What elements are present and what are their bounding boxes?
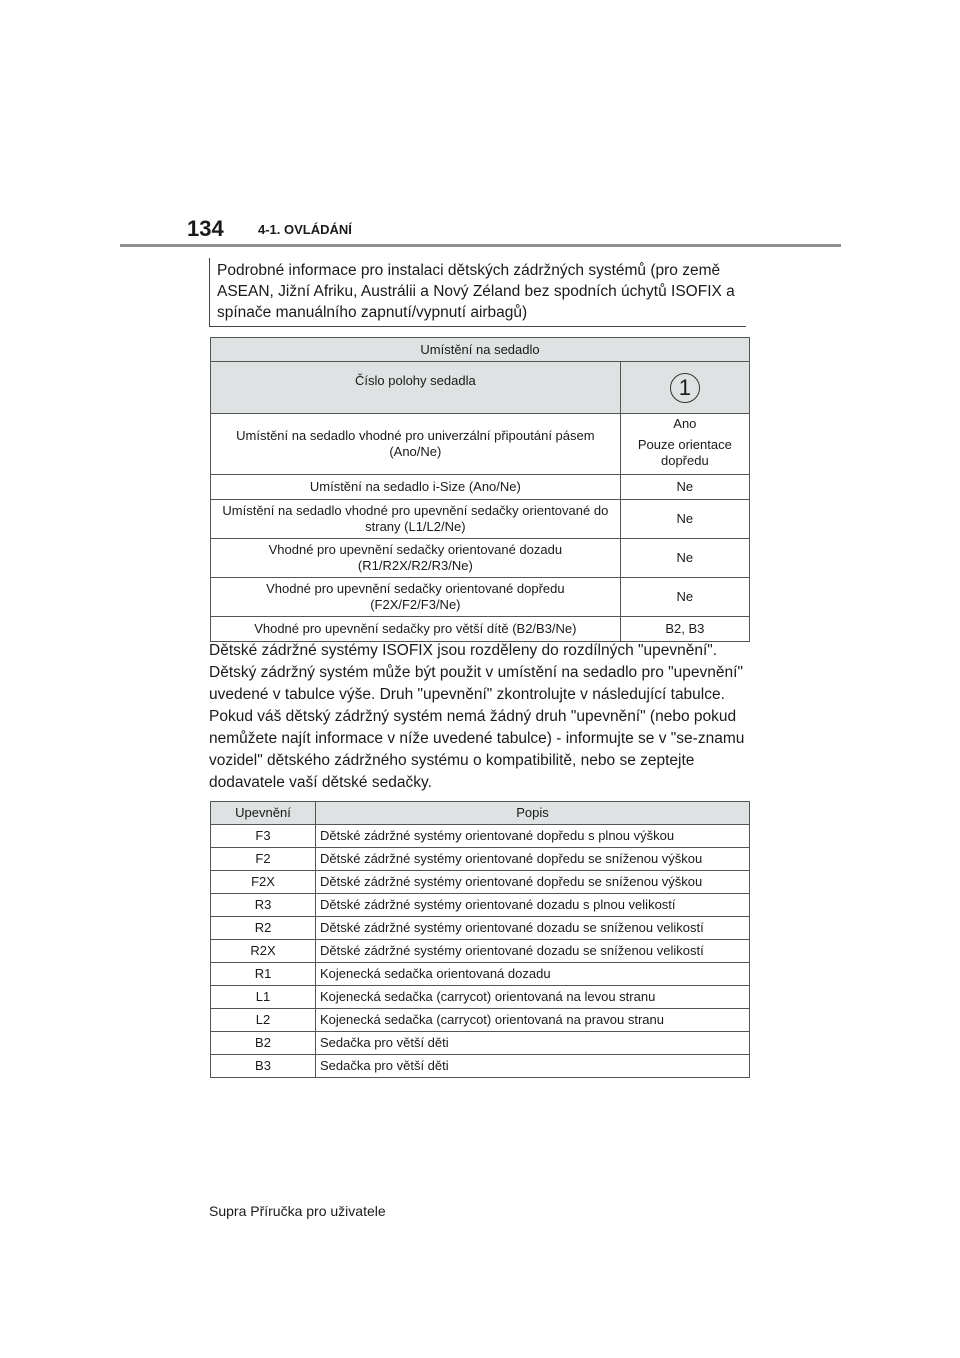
fixture-desc: Dětské zádržné systémy orientované dozadu s plnou velikostí bbox=[316, 894, 750, 917]
seat-row-label: Vhodné pro upevnění sedačky orientované dozadu (R1/R2X/R2/R3/Ne) bbox=[211, 539, 621, 578]
fixture-desc: Dětské zádržné systémy orientované dopředu se sníženou výškou bbox=[316, 871, 750, 894]
fixture-table bbox=[210, 801, 750, 1078]
universal-value-1: Ano bbox=[673, 416, 697, 431]
seat-row-label: Vhodné pro upevnění sedačky orientované dopředu (F2X/F2/F3/Ne) bbox=[211, 578, 621, 617]
fixture-desc: Dětské zádržné systémy orientované dopředu s plnou výškou bbox=[316, 825, 750, 848]
body-text: Dětské zádržné systémy ISOFIX jsou rozděleny do rozdílných "upevnění". Dětský zádržný systém může být použit v umístění na sedadlo pro "upevnění" uvedené v tabulce výše. Druh "upevnění" zkontrolujte v následující tabulce. Pokud váš dětský zádržný systém nemá žádný druh "upevnění" (nebo pokud nemůžete najít informace v níže uvedené tabulce) - informujte se v "se-znamu vozidel" dětského zádržného systému o kompatibilitě, nebo se zeptejte dodavatele vaší dětské sedačky. bbox=[209, 642, 745, 791]
table-row bbox=[211, 917, 750, 940]
seat-row-value: B2, B3 bbox=[620, 617, 749, 642]
fixture-code: R3 bbox=[211, 894, 316, 917]
fixture-desc: Sedačka pro větší děti bbox=[316, 1055, 750, 1078]
table-row bbox=[211, 1009, 750, 1032]
table-row bbox=[211, 848, 750, 871]
universal-label: Umístění na sedadlo vhodné pro univerzální připoutání pásem (Ano/Ne) bbox=[211, 414, 621, 475]
seat-row-value: Ne bbox=[620, 539, 749, 578]
fixture-header-code: Upevnění bbox=[211, 802, 316, 825]
fixture-code: F2X bbox=[211, 871, 316, 894]
seat-row-value: Ne bbox=[620, 500, 749, 539]
seat-position-table bbox=[210, 337, 750, 642]
header-divider bbox=[120, 244, 841, 247]
seat-row-label: Umístění na sedadlo i-Size (Ano/Ne) bbox=[211, 475, 621, 500]
fixture-code: B2 bbox=[211, 1032, 316, 1055]
page-number: 134 bbox=[187, 216, 224, 241]
fixture-code: R1 bbox=[211, 963, 316, 986]
position-label: Číslo polohy sedadla bbox=[211, 362, 621, 414]
fixture-code: B3 bbox=[211, 1055, 316, 1078]
page-footer: Supra Příručka pro uživatele bbox=[209, 1203, 386, 1219]
fixture-desc: Kojenecká sedačka (carrycot) orientovaná na levou stranu bbox=[316, 986, 750, 1009]
table-row bbox=[211, 963, 750, 986]
universal-value bbox=[620, 414, 749, 475]
table-row bbox=[211, 986, 750, 1009]
fixture-code: R2 bbox=[211, 917, 316, 940]
seat-row-label: Vhodné pro upevnění sedačky pro větší dítě (B2/B3/Ne) bbox=[211, 617, 621, 642]
intro-text: Podrobné informace pro instalaci dětských zádržných systémů (pro země ASEAN, Jižní Afriku, Austrálii a Nový Zéland bez spodních úchytů ISOFIX a spínače manuálního zapnutí/vypnutí airbagů) bbox=[217, 262, 735, 321]
fixture-code: R2X bbox=[211, 940, 316, 963]
table-row bbox=[211, 1055, 750, 1078]
position-cell bbox=[620, 362, 749, 414]
intro-box bbox=[209, 258, 746, 327]
fixture-code: L2 bbox=[211, 1009, 316, 1032]
seat-row-value: Ne bbox=[620, 578, 749, 617]
fixture-header-desc: Popis bbox=[316, 802, 750, 825]
fixture-code: F2 bbox=[211, 848, 316, 871]
seat-table-title: Umístění na sedadlo bbox=[211, 338, 750, 362]
table-row bbox=[211, 894, 750, 917]
fixture-desc: Dětské zádržné systémy orientované dozadu se sníženou velikostí bbox=[316, 940, 750, 963]
fixture-desc: Kojenecká sedačka orientovaná dozadu bbox=[316, 963, 750, 986]
fixture-desc: Sedačka pro větší děti bbox=[316, 1032, 750, 1055]
page-header bbox=[0, 0, 960, 250]
table-row bbox=[211, 1032, 750, 1055]
fixture-desc: Dětské zádržné systémy orientované dopředu se sníženou výškou bbox=[316, 848, 750, 871]
table-row bbox=[211, 940, 750, 963]
table-row bbox=[211, 871, 750, 894]
body-paragraph bbox=[209, 640, 754, 794]
seat-row-label: Umístění na sedadlo vhodné pro upevnění sedačky orientované do strany (L1/L2/Ne) bbox=[211, 500, 621, 539]
fixture-code: L1 bbox=[211, 986, 316, 1009]
seat-row-value: Ne bbox=[620, 475, 749, 500]
universal-value-2: Pouze orientace dopředu bbox=[637, 437, 732, 468]
fixture-desc: Dětské zádržné systémy orientované dozadu se sníženou velikostí bbox=[316, 917, 750, 940]
fixture-code: F3 bbox=[211, 825, 316, 848]
table-row bbox=[211, 825, 750, 848]
fixture-desc: Kojenecká sedačka (carrycot) orientovaná na pravou stranu bbox=[316, 1009, 750, 1032]
section-title: 4-1. OVLÁDÁNÍ bbox=[258, 222, 352, 237]
position-number: 1 bbox=[670, 373, 700, 403]
